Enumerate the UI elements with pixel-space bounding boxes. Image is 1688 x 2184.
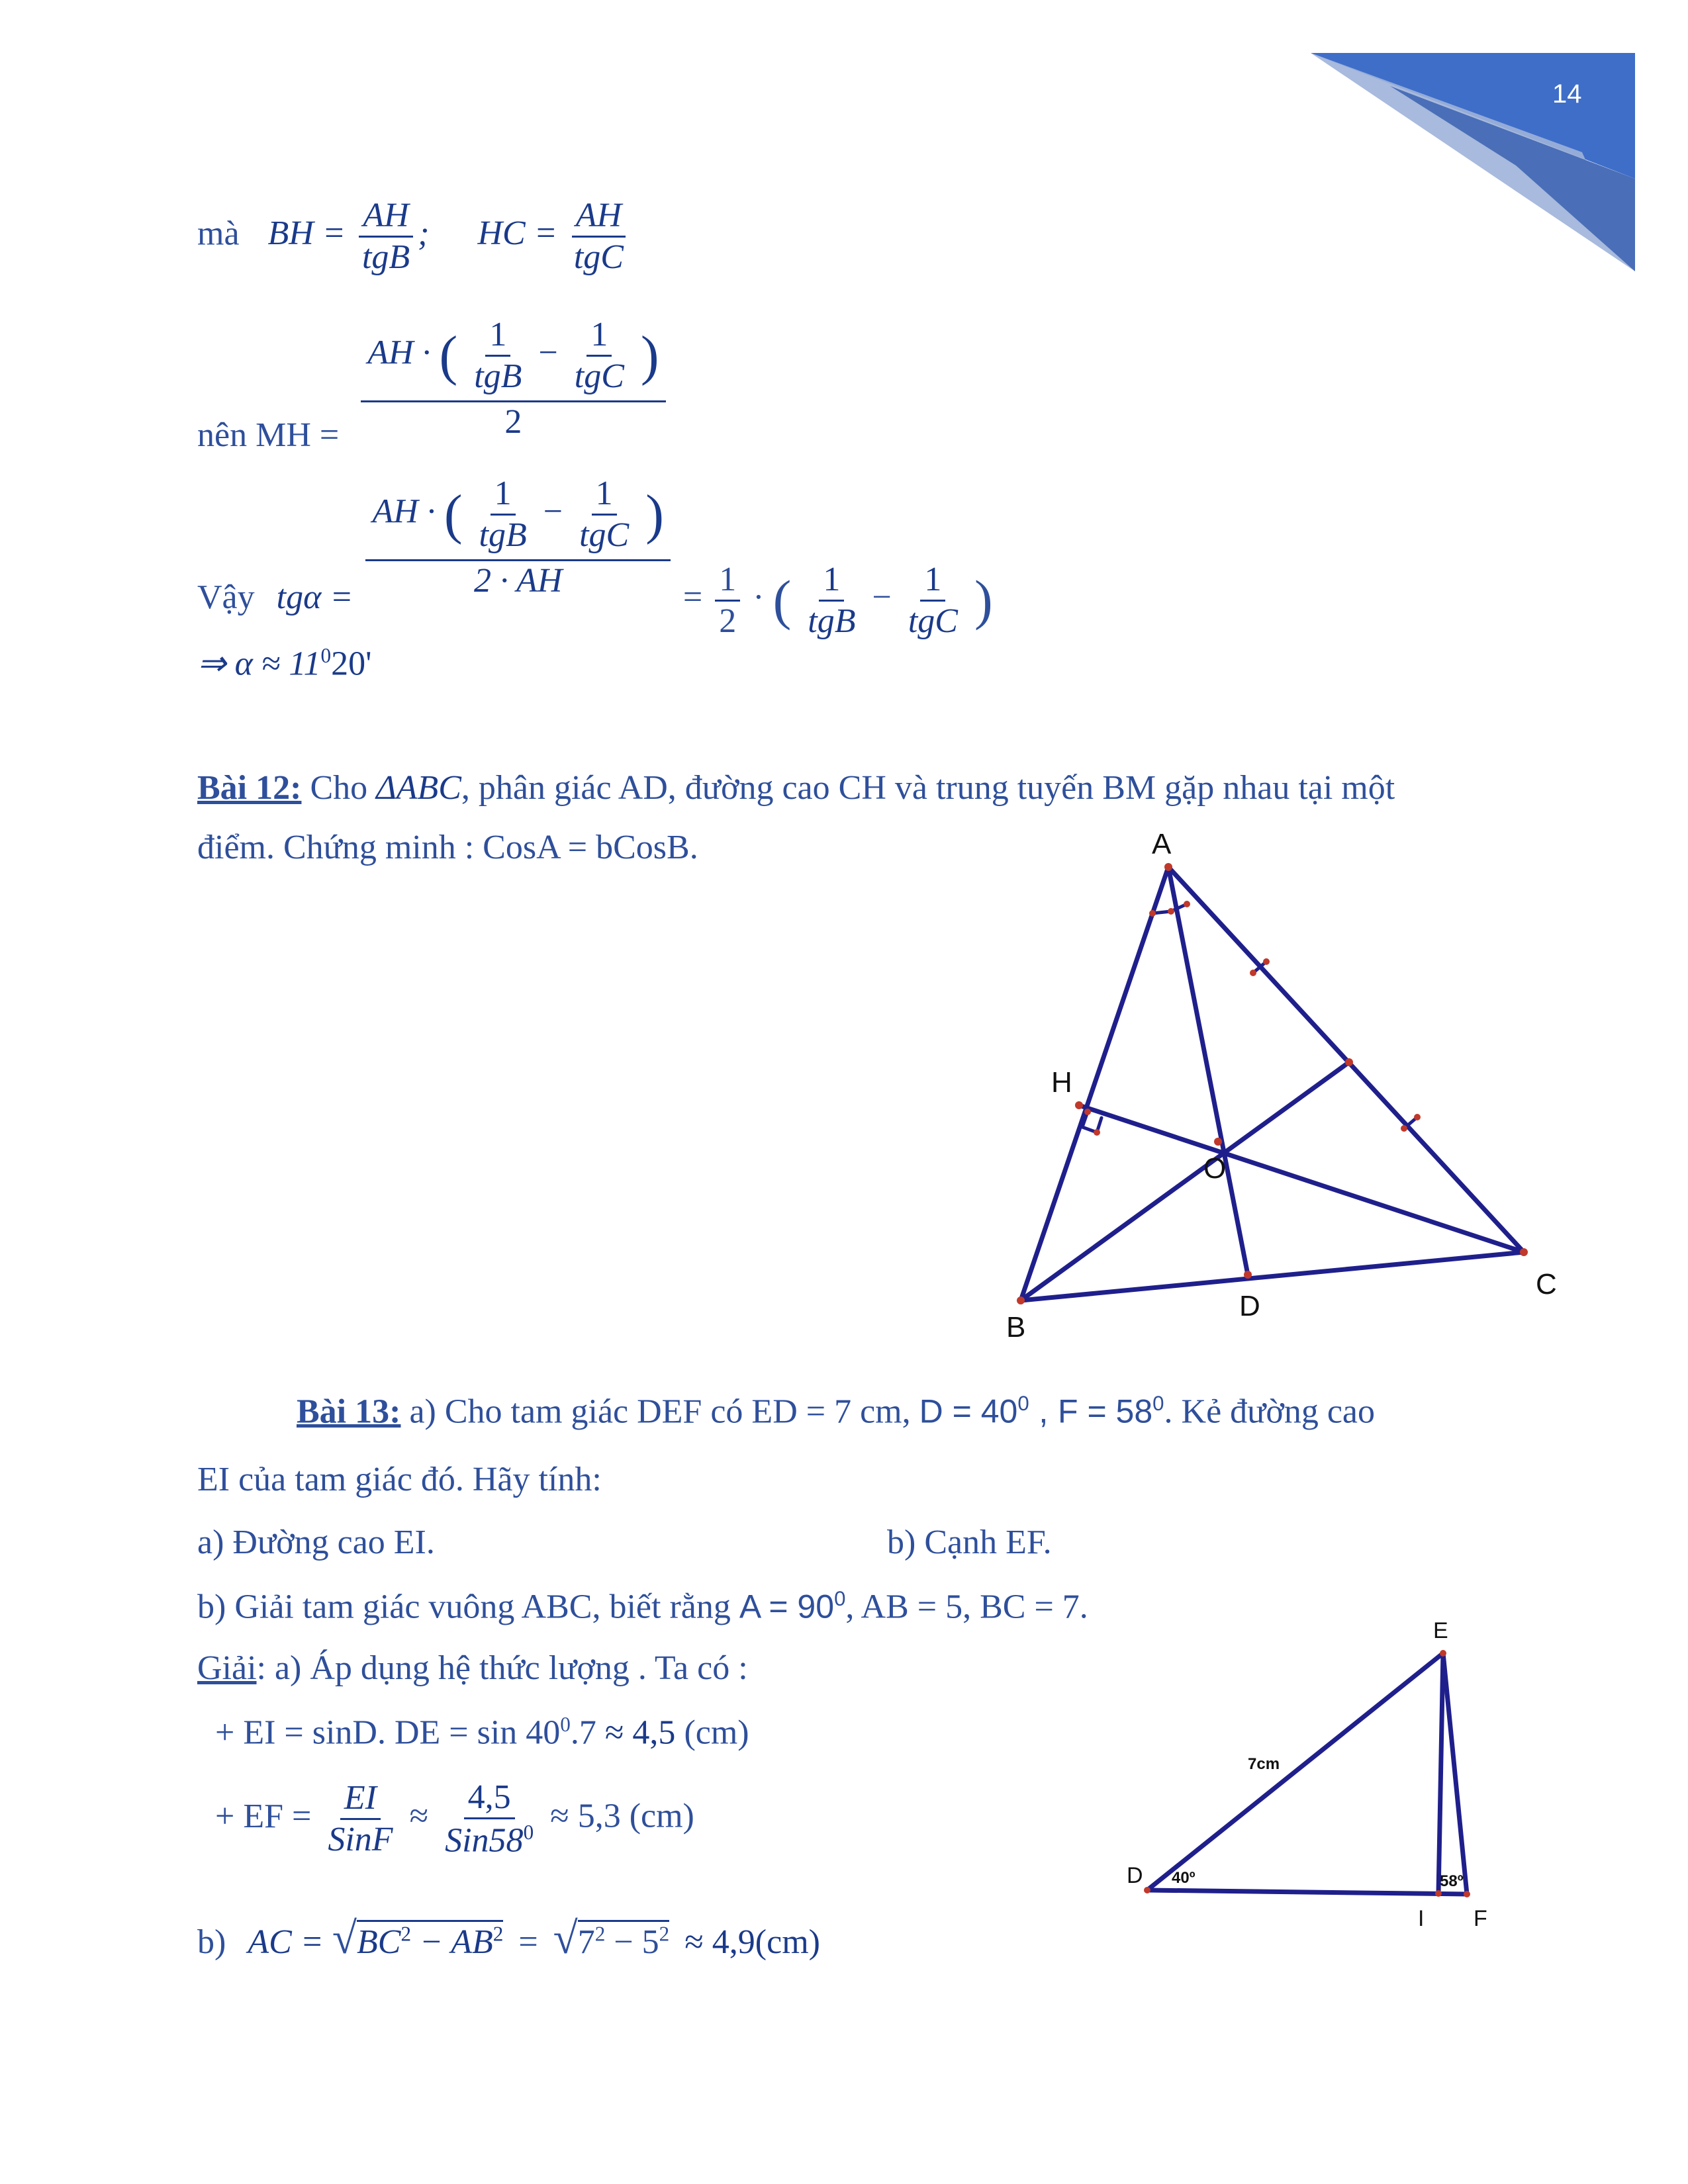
mh-ah: AH · <box>367 334 431 372</box>
one: 1 <box>491 477 516 516</box>
ac-result: ≈ 4,9(cm) <box>684 1923 820 1961</box>
ma-label: mà <box>197 214 240 253</box>
tga-inner-frac-1 <box>475 477 531 553</box>
ef-line <box>215 1780 694 1858</box>
one: 1 <box>485 318 510 357</box>
bai12-line1 <box>197 771 1395 805</box>
d-eq: D = 40 <box>919 1392 1018 1430</box>
side-ab <box>1021 867 1168 1300</box>
hc-num: AH <box>572 199 626 238</box>
mh-fraction <box>361 318 665 439</box>
ef-den2-sup: 0 <box>523 1821 534 1844</box>
paren-open: ( <box>444 483 463 545</box>
label-d: D <box>1127 1863 1143 1888</box>
ac-line <box>197 1913 820 1963</box>
ac-lhs: AC = <box>248 1923 324 1961</box>
label-f: F <box>1474 1906 1487 1931</box>
hc-fraction <box>570 199 628 275</box>
bh-lhs: BH = <box>267 214 346 253</box>
paren-close: ) <box>645 483 664 545</box>
one: 1 <box>592 477 617 516</box>
label-b: B <box>1006 1311 1026 1343</box>
sq: 2 <box>492 1922 504 1946</box>
two: 2 <box>719 602 737 640</box>
one: 1 <box>586 318 612 357</box>
tga-rhs <box>773 560 993 640</box>
one: 1 <box>715 563 740 602</box>
label-e: E <box>1433 1618 1448 1643</box>
bai12-line2: điểm. Chứng minh : CosA = bCosB. <box>197 829 698 866</box>
mh-inner-frac-1 <box>470 318 526 394</box>
mh-den: 2 <box>504 403 522 441</box>
right-angle-h <box>1082 1112 1102 1132</box>
bai13-line2: EI của tam giác đó. Hãy tính: <box>197 1461 602 1498</box>
tgc: tgC <box>579 516 630 554</box>
paren-close: ) <box>640 324 659 386</box>
hc-den: tgC <box>573 238 624 276</box>
d-sup: 0 <box>1017 1392 1029 1415</box>
ei-text-b: .7 <box>570 1713 605 1752</box>
label-angle-d: 40º <box>1172 1869 1196 1887</box>
sqrt-1 <box>357 1920 503 1961</box>
one: 1 <box>920 563 945 602</box>
eq: = <box>682 578 703 616</box>
paren-open: ( <box>773 569 792 631</box>
bai13-title: Bài 13: <box>297 1392 401 1431</box>
nen-label: nên MH = <box>197 416 340 454</box>
sq: 2 <box>659 1922 670 1946</box>
bh-num: AH <box>359 199 412 238</box>
formula-mh <box>197 316 670 454</box>
ei-unit: (cm) <box>675 1713 749 1752</box>
tga-den: 2 · AH <box>474 562 563 600</box>
tgb: tgB <box>808 602 856 640</box>
tgc: tgC <box>574 357 624 395</box>
bisector-ad <box>1168 867 1248 1275</box>
bai13-item-b: b) Cạnh EF. <box>887 1524 1052 1561</box>
sq: 2 <box>594 1922 606 1946</box>
mh-num <box>361 318 665 402</box>
altitude-ei <box>1438 1653 1443 1893</box>
approx: ≈ <box>409 1797 429 1835</box>
vay-label: Vậy <box>197 578 255 616</box>
tga-num <box>365 477 670 561</box>
ei-sup: 0 <box>560 1713 571 1736</box>
dot: · <box>753 578 765 616</box>
bai12-text-a: Cho <box>301 769 377 807</box>
side-df <box>1147 1890 1467 1894</box>
label-i: I <box>1418 1906 1425 1931</box>
part-b-text-a: b) Giải tam giác vuông ABC, biết rằng <box>197 1588 739 1626</box>
rhs-frac-1 <box>804 560 859 640</box>
minus: − <box>872 578 892 616</box>
tgc: tgC <box>908 602 958 640</box>
rhs-frac-2 <box>904 560 962 640</box>
seven: 7 <box>577 1923 595 1961</box>
ef-den2: Sin58 <box>445 1821 524 1860</box>
triangle-abc-figure <box>993 834 1575 1350</box>
ef-frac-1 <box>324 1781 397 1857</box>
tga-lhs: tgα = <box>276 578 353 616</box>
alpha-result <box>197 645 372 681</box>
ei-line <box>215 1714 749 1750</box>
sq: 2 <box>400 1922 412 1946</box>
ei-approx: ≈ 4,5 <box>604 1713 676 1752</box>
paren-close: ) <box>974 569 993 631</box>
label-h: H <box>1051 1066 1072 1099</box>
sqrt-sign: √ <box>332 1913 357 1963</box>
side-bc <box>1021 1252 1524 1300</box>
half <box>715 560 740 640</box>
tga-fraction <box>365 477 670 598</box>
ab: − AB <box>411 1923 493 1961</box>
bai13-text-a: a) Cho tam giác DEF có ED = 7 cm, <box>400 1392 919 1431</box>
formula-bh-hc <box>197 199 632 275</box>
ef-num2: 4,5 <box>464 1780 515 1819</box>
tgb: tgB <box>474 357 522 395</box>
bai13-part-b <box>197 1588 1088 1624</box>
a-eq: A = 90 <box>739 1588 835 1625</box>
ef-den1: SinF <box>328 1821 393 1859</box>
bc: BC <box>356 1923 401 1961</box>
alpha-suffix: 20' <box>331 645 372 683</box>
hc-lhs: HC = <box>477 214 557 253</box>
bh-den: tgB <box>361 238 410 276</box>
side-de <box>1147 1653 1443 1890</box>
bh-fraction <box>358 199 414 275</box>
label-a: A <box>1152 834 1172 860</box>
comma: , <box>1029 1392 1058 1431</box>
minus: − <box>538 334 558 372</box>
label-d: D <box>1239 1290 1260 1322</box>
bh-sep: ; <box>418 214 430 253</box>
part-b-text-b: , AB = 5, BC = 7. <box>845 1588 1088 1626</box>
alpha-sup: 0 <box>320 644 332 667</box>
minus: − <box>543 492 563 531</box>
ef-num1: EI <box>340 1781 381 1820</box>
ef-frac-2 <box>441 1780 538 1858</box>
label-c: C <box>1536 1268 1557 1300</box>
ac-label: b) <box>197 1923 226 1961</box>
one: 1 <box>819 563 844 602</box>
label-side-7cm: 7cm <box>1248 1755 1280 1773</box>
f-sup: 0 <box>1152 1392 1164 1415</box>
giai-text: : a) Áp dụng hệ thức lượng . Ta có : <box>256 1649 748 1687</box>
bai12-title: Bài 12: <box>197 769 302 807</box>
side-ef <box>1443 1653 1467 1894</box>
label-angle-f: 58º <box>1440 1872 1464 1890</box>
mh-inner-frac-2 <box>571 318 628 394</box>
ef-result: ≈ 5,3 <box>550 1797 621 1835</box>
bai12-text-b: , phân giác AD, đường cao CH và trung tuyến BM gặp nhau tại một <box>461 769 1395 807</box>
tga-inner-frac-2 <box>575 477 633 553</box>
ac-eq: = <box>518 1923 538 1961</box>
tga-ah: AH · <box>372 492 436 531</box>
bai13-line1 <box>297 1393 1375 1429</box>
tgb: tgB <box>479 516 527 554</box>
sqrt-2 <box>578 1920 670 1961</box>
five: − 5 <box>605 1923 659 1961</box>
sqrt-sign: √ <box>553 1913 578 1963</box>
ei-text-a: + EI = sinD. DE = sin 40 <box>215 1713 561 1752</box>
bai13-item-a: a) Đường cao EI. <box>197 1524 435 1561</box>
triangle-def-figure <box>1112 1602 1523 1933</box>
a-sup: 0 <box>834 1587 846 1610</box>
ef-label: + EF = <box>215 1797 312 1835</box>
page-number: 14 <box>1552 79 1582 109</box>
bai13-text-b: . Kẻ đường cao <box>1164 1392 1376 1431</box>
f-eq: F = 58 <box>1058 1392 1153 1430</box>
delta-abc: ΔABC <box>376 769 461 807</box>
label-o: O <box>1203 1152 1227 1185</box>
paren-open: ( <box>439 324 458 386</box>
alpha-prefix: ⇒ α ≈ 11 <box>197 645 321 683</box>
giai-label: Giải <box>197 1649 257 1687</box>
corner-decoration <box>1297 46 1642 285</box>
ef-unit: (cm) <box>620 1797 694 1835</box>
formula-tga <box>197 475 993 640</box>
giai-line <box>197 1651 748 1686</box>
